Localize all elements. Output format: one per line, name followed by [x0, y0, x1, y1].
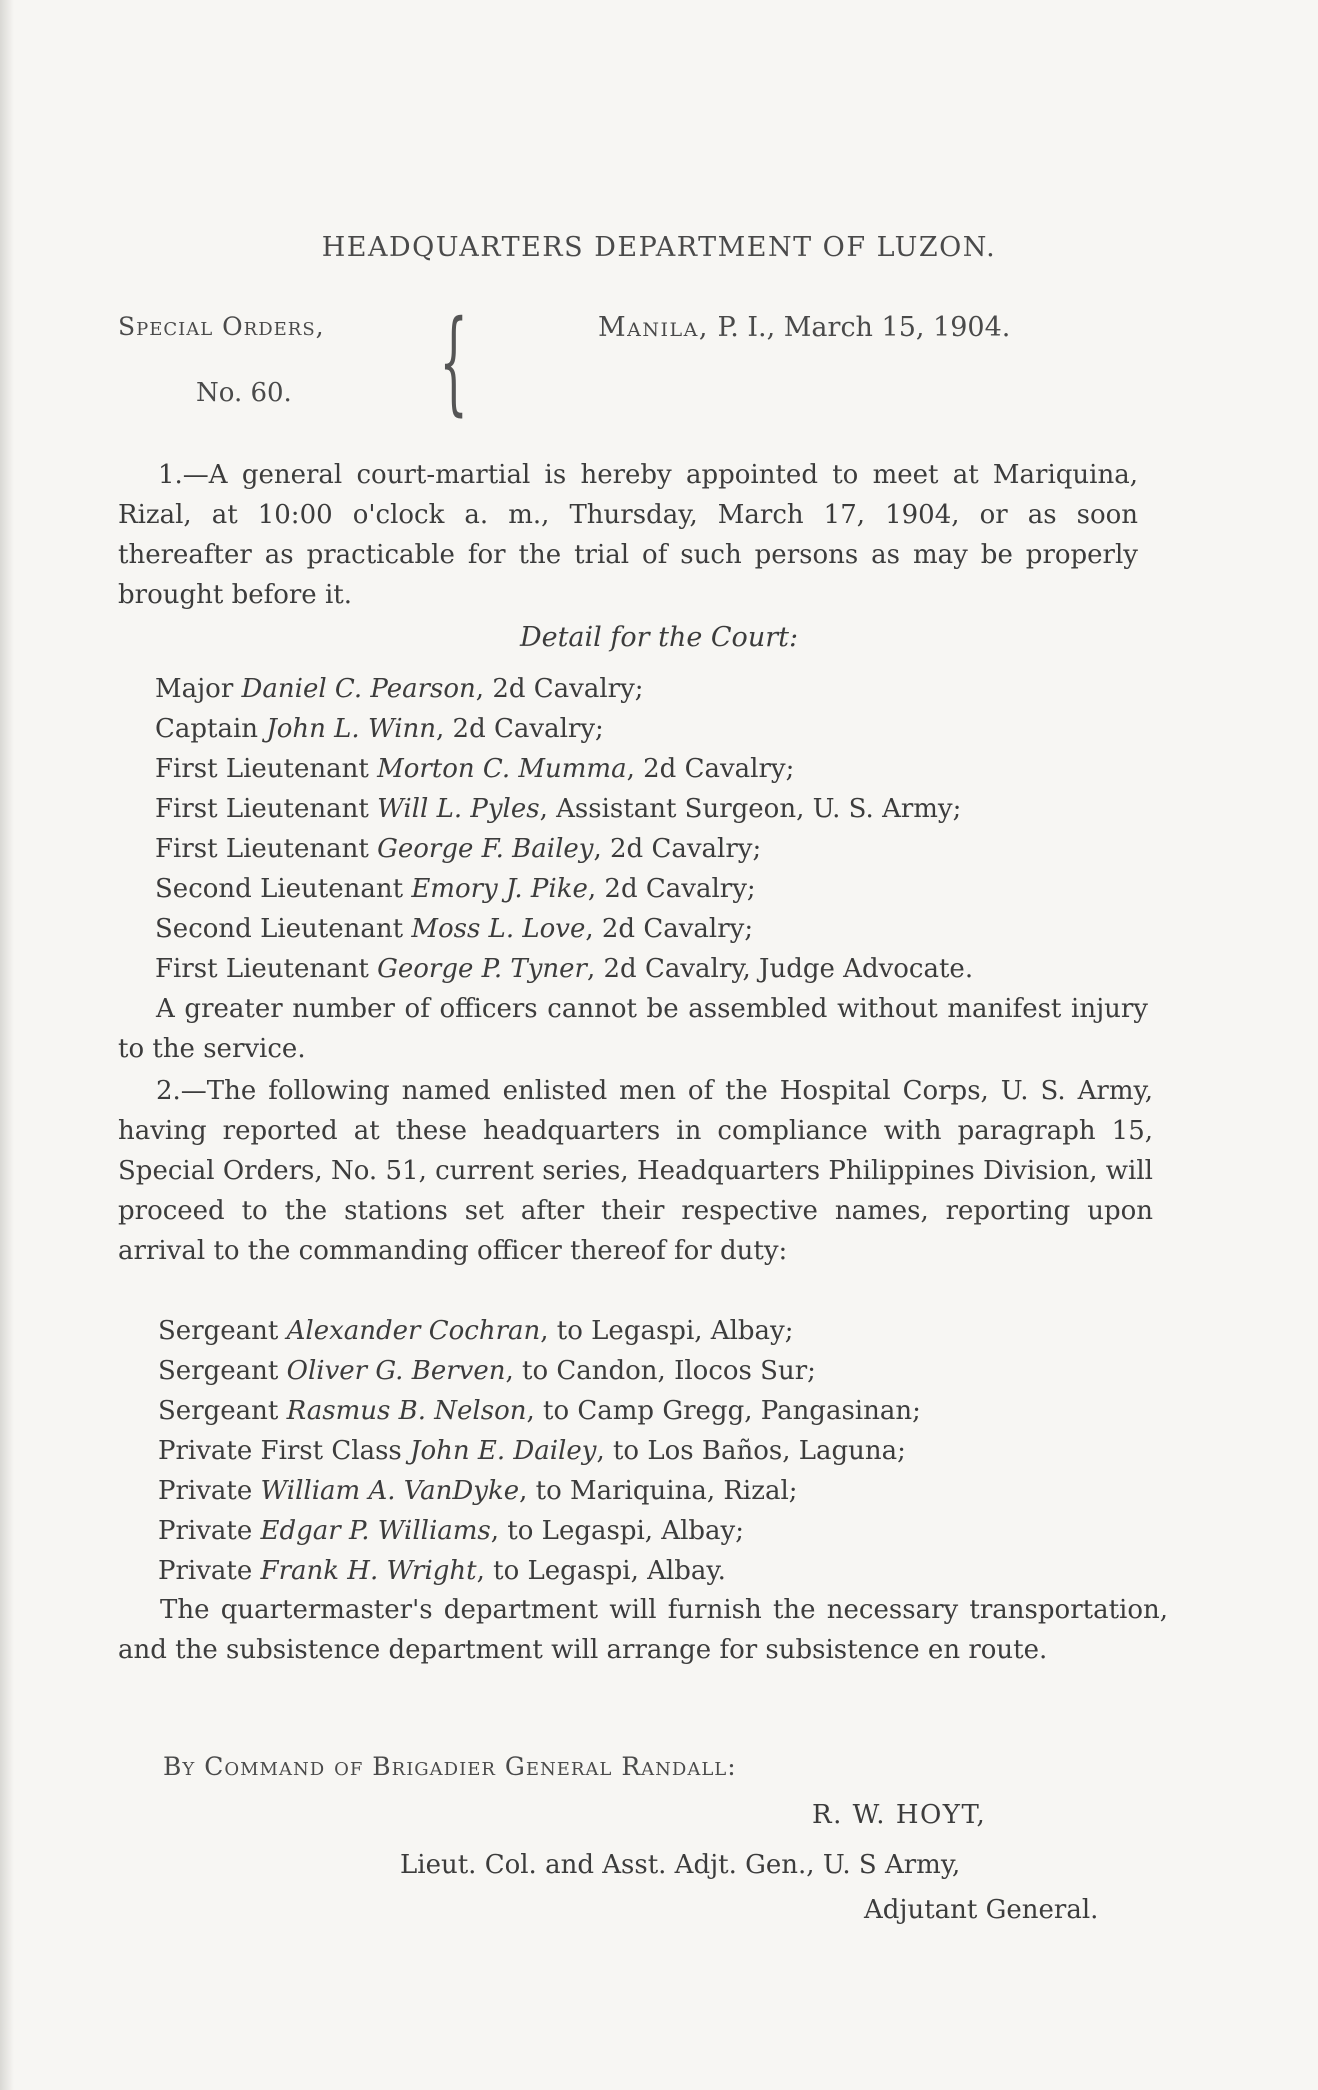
court-member: First Lieutenant George F. Bailey, 2d Cavalry;: [155, 834, 762, 864]
command-line: By Command of Brigadier General Randall:: [163, 1752, 737, 1781]
detail-heading: Detail for the Court:: [519, 622, 799, 653]
court-member: First Lieutenant Will L. Pyles, Assistant Surgeon, U. S. Army;: [155, 794, 962, 824]
transport-note-text: The quartermaster's department will furnish the necessary transportation, and the subsistence department will arrange for subsistence en route.: [118, 1595, 1168, 1665]
enlisted-man: Private First Class John E. Dailey, to Los Baños, Laguna;: [158, 1436, 906, 1466]
soldier-name: Oliver G. Berven: [286, 1356, 506, 1386]
brace-mark: {: [439, 297, 468, 427]
signer-rank: Lieut. Col. and Asst. Adjt. Gen., U. S Army,: [400, 1850, 961, 1880]
dateline-date: P. I., March 15, 1904.: [717, 312, 1011, 343]
officer-name: Emory J. Pike: [411, 874, 588, 904]
court-member: First Lieutenant Morton C. Mumma, 2d Cavalry;: [155, 754, 795, 784]
signer-office: Adjutant General.: [864, 1895, 1099, 1925]
officers-note: [118, 989, 1148, 1069]
enlisted-man: Sergeant Oliver G. Berven, to Candon, Ilocos Sur;: [158, 1356, 816, 1386]
enlisted-man: Sergeant Alexander Cochran, to Legaspi, Albay;: [158, 1316, 794, 1346]
order-number: No. 60.: [196, 378, 292, 408]
document-heading: HEADQUARTERS DEPARTMENT OF LUZON.: [321, 232, 997, 263]
officer-name: George F. Bailey: [377, 834, 594, 864]
enlisted-man: Private Frank H. Wright, to Legaspi, Albay.: [158, 1556, 726, 1586]
special-orders-label: Special Orders,: [118, 312, 325, 341]
court-member: First Lieutenant George P. Tyner, 2d Cavalry, Judge Advocate.: [155, 954, 974, 984]
paragraph-1-text: 1.—A general court-martial is hereby appointed to meet at Mariquina, Rizal, at 10:00 o'clock a. m., Thursday, March 17, 1904, or as soon thereafter as practicable for the trial of such persons as may be properly brought before it.: [118, 460, 1138, 610]
officer-name: Morton C. Mumma: [377, 754, 627, 784]
paragraph-2: [118, 1071, 1153, 1271]
court-member: Second Lieutenant Emory J. Pike, 2d Cavalry;: [155, 874, 756, 904]
soldier-name: John E. Dailey: [410, 1436, 597, 1466]
officer-name: Will L. Pyles: [377, 794, 540, 824]
paragraph-2-text: 2.—The following named enlisted men of the Hospital Corps, U. S. Army, having reported at these headquarters in compliance with paragraph 15, Special Orders, No. 51, current series, Headquarters Philippines Division, will proceed to the stations set after their respective names, reporting upon arrival to the commanding officer thereof for duty:: [118, 1076, 1153, 1266]
officer-name: John L. Winn: [266, 714, 437, 744]
enlisted-man: Private Edgar P. Williams, to Legaspi, Albay;: [158, 1516, 744, 1546]
officers-note-text: A greater number of officers cannot be assembled without manifest injury to the service.: [118, 994, 1148, 1064]
paragraph-1: [118, 455, 1138, 615]
soldier-name: William A. VanDyke: [260, 1476, 520, 1506]
officer-name: Moss L. Love: [411, 914, 586, 944]
dateline-place: Manila,: [598, 312, 709, 343]
officer-name: George P. Tyner: [377, 954, 587, 984]
court-member: Second Lieutenant Moss L. Love, 2d Cavalry;: [155, 914, 754, 944]
enlisted-men-list: [158, 1311, 921, 1591]
enlisted-man: Private William A. VanDyke, to Mariquina, Rizal;: [158, 1476, 798, 1506]
page-edge: [0, 0, 14, 2090]
court-member: Captain John L. Winn, 2d Cavalry;: [155, 714, 604, 744]
signer-name: R. W. HOYT,: [812, 1800, 987, 1830]
soldier-name: Alexander Cochran: [286, 1316, 541, 1346]
transport-note: [118, 1590, 1168, 1670]
officer-name: Daniel C. Pearson: [241, 674, 476, 704]
enlisted-man: Sergeant Rasmus B. Nelson, to Camp Gregg, Pangasinan;: [158, 1396, 921, 1426]
soldier-name: Frank H. Wright: [260, 1556, 477, 1586]
soldier-name: Rasmus B. Nelson: [286, 1396, 527, 1426]
soldier-name: Edgar P. Williams: [260, 1516, 491, 1546]
court-member: Major Daniel C. Pearson, 2d Cavalry;: [155, 674, 644, 704]
dateline: [598, 312, 1010, 343]
court-member-list: [155, 669, 973, 989]
